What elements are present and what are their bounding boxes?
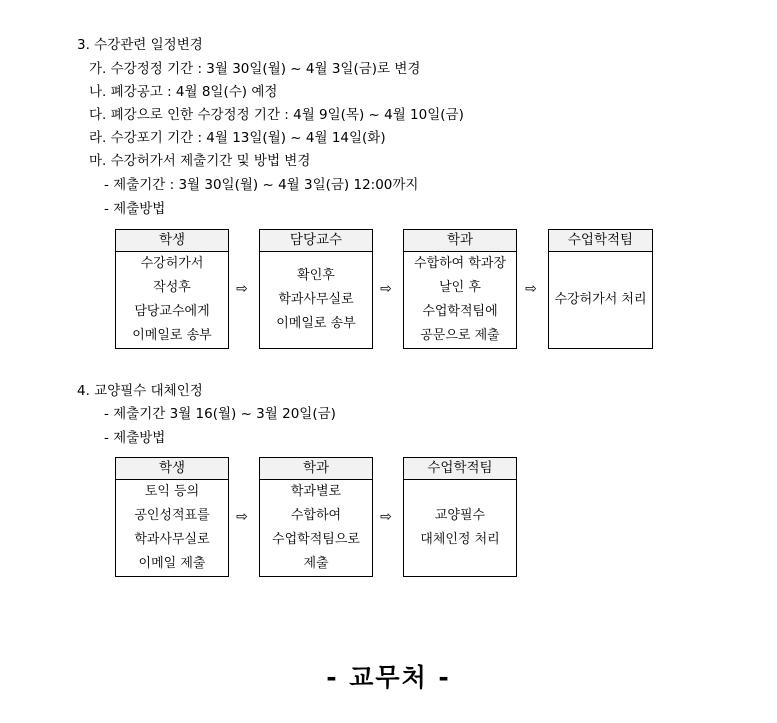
- flow3-box-student: [115, 229, 229, 349]
- section3-submit-period: - 제출기간 : 3월 30일(월) ~ 4월 3일(금) 12:00까지: [104, 177, 419, 193]
- flow4-box-title: 학과: [260, 458, 372, 480]
- section3-item-da: 다. 폐강으로 인한 수강정정 기간 : 4월 9일(목) ~ 4월 10일(금): [89, 107, 464, 123]
- flow4-box-line: 토익 등의: [144, 484, 200, 499]
- section3-item-ra: 라. 수강포기 기간 : 4월 13일(월) ~ 4월 14일(화): [89, 130, 386, 146]
- section4-submit-period: - 제출기간 3월 16(월) ~ 3월 20일(금): [104, 406, 336, 422]
- right-arrow-icon: ⇨: [525, 281, 537, 297]
- flow3-box-line: 담당교수에게: [134, 304, 210, 319]
- flow3-box-title: 학과: [404, 230, 516, 252]
- flow3-box-line: 공문으로 제출: [420, 328, 500, 343]
- right-arrow-icon: ⇨: [380, 509, 392, 525]
- flow4-box-body: [116, 480, 228, 576]
- flow3-box-academic-team: [548, 229, 653, 349]
- flow3-box-line: 이메일로 송부: [132, 328, 212, 343]
- flow4-box-body: [404, 480, 516, 576]
- flow3-box-title: 담당교수: [260, 230, 372, 252]
- flow3-box-line: 작성후: [153, 280, 191, 295]
- flow3-box-line: 학과사무실로: [278, 292, 354, 307]
- section3-item-ma: 마. 수강허가서 제출기간 및 방법 변경: [89, 153, 311, 169]
- flow3-box-title: 수업학적팀: [549, 230, 652, 252]
- flow3-box-line: 수업학적팀에: [422, 304, 498, 319]
- flow3-box-department: [403, 229, 517, 349]
- flow4-box-academic-team: [403, 457, 517, 577]
- flow4-box-line: 공인성적표를: [134, 508, 210, 523]
- right-arrow-icon: ⇨: [236, 281, 248, 297]
- flow3-box-line: 날인 후: [439, 280, 481, 295]
- right-arrow-icon: ⇨: [380, 281, 392, 297]
- section3-heading: 3. 수강관련 일정변경: [77, 37, 203, 53]
- right-arrow-icon: ⇨: [236, 509, 248, 525]
- section3-item-na: 나. 폐강공고 : 4월 8일(수) 예정: [89, 84, 278, 100]
- flow4-box-line: 수업학적팀으로: [272, 532, 360, 547]
- flow3-box-line: 이메일로 송부: [276, 316, 356, 331]
- flow3-box-line: 수합하여 학과장: [413, 256, 507, 271]
- flow3-box-body: [116, 252, 228, 348]
- section3-submit-method: - 제출방법: [104, 201, 166, 217]
- flow3-box-line: 수강허가서 처리: [554, 292, 647, 307]
- flow3-box-title: 학생: [116, 230, 228, 252]
- flow3-box-professor: [259, 229, 373, 349]
- flow4-box-line: 학과별로: [290, 484, 342, 499]
- flow3-box-body: [404, 252, 516, 348]
- flow3-box-body: [260, 252, 372, 348]
- flow4-box-student: [115, 457, 229, 577]
- flow4-box-line: 제출: [303, 556, 329, 571]
- footer-office-name: - 교무처 -: [326, 663, 451, 692]
- flow4-box-line: 이메일 제출: [138, 556, 206, 571]
- flow4-box-body: [260, 480, 372, 576]
- flow4-box-title: 수업학적팀: [404, 458, 516, 480]
- flow4-box-line: 교양필수: [434, 508, 486, 523]
- flow4-box-line: 대체인정 처리: [420, 532, 500, 547]
- flow3-box-line: 수강허가서: [140, 256, 204, 271]
- section4-submit-method: - 제출방법: [104, 430, 166, 446]
- flow3-box-line: 확인후: [297, 268, 335, 283]
- section3-item-ga: 가. 수강정정 기간 : 3월 30일(월) ~ 4월 3일(금)로 변경: [89, 61, 421, 77]
- flow4-box-department: [259, 457, 373, 577]
- flow4-box-title: 학생: [116, 458, 228, 480]
- flow3-box-body: [549, 252, 652, 348]
- section4-heading: 4. 교양필수 대체인정: [77, 383, 203, 399]
- flow4-box-line: 학과사무실로: [134, 532, 210, 547]
- flow4-box-line: 수합하여: [290, 508, 342, 523]
